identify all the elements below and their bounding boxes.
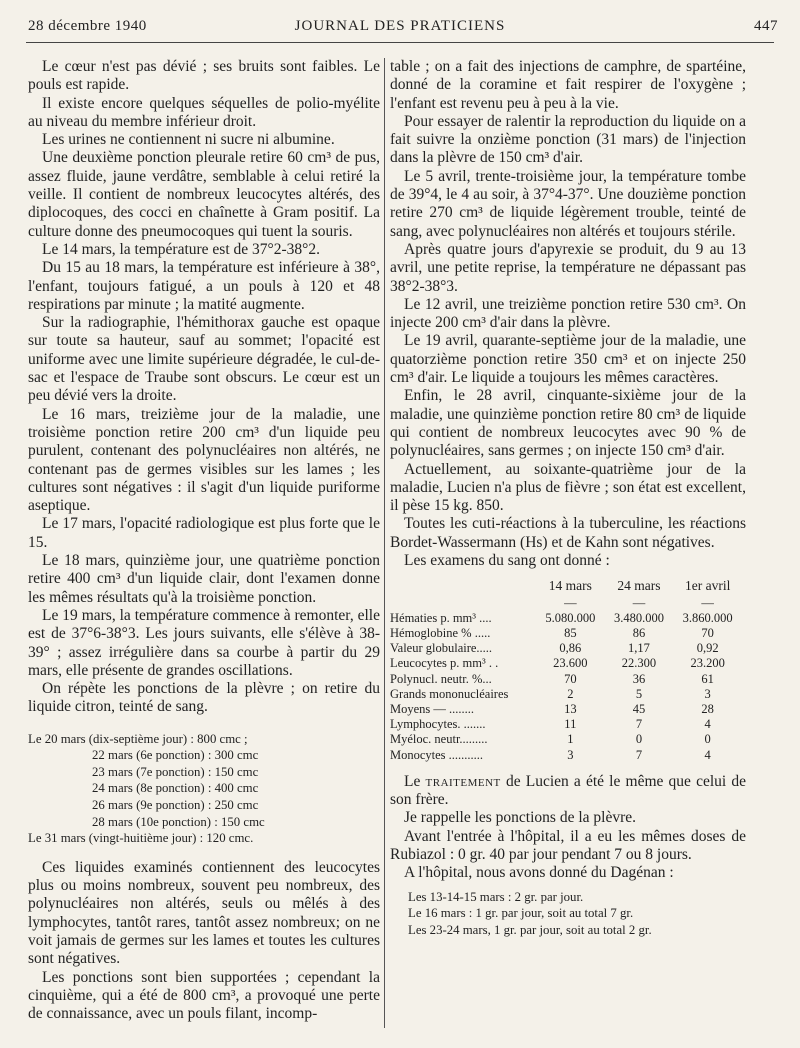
right-column xyxy=(390,58,746,939)
row-label: Hémoglobine % ..... xyxy=(390,625,491,640)
punction-entry: 24 mars (8e ponction) : 400 cmc xyxy=(92,781,259,796)
paragraph: Ces liquides examinés contiennent des leucocytes plus ou moins nombreux, souvent peu nombreux, des polynucléaires non altérés, seuls ou mêlés à des lymphocytes, tantôt rares, tantôt assez nombreux; on ne voit jamais de germes sur les lames et toutes les cultures sont négatives. xyxy=(28,858,380,968)
table-row xyxy=(390,732,742,747)
paragraph: Le 19 avril, quarante-septième jour de la maladie, une quatorzième ponction retire 350 cm³ et on injecte 250 cm³ d'air. Le liquide a toujours les mêmes caractères. xyxy=(390,332,746,387)
table-header-row xyxy=(390,574,742,595)
traitement-rest: de Lucien a été le même que celui de son frère. xyxy=(390,772,746,809)
table-cell: 5.080.000 xyxy=(545,610,596,625)
punction-entry: Le 31 mars (vingt-huitième jour) : 120 cmc. xyxy=(28,831,254,846)
punction-entry: Le 20 mars (dix-septième jour) : 800 cmc ; xyxy=(28,731,248,746)
table-row xyxy=(390,641,742,656)
table-cell: 11 xyxy=(564,717,577,732)
column-header: 24 mars xyxy=(617,578,661,594)
paragraph: Je rappelle les ponctions de la plèvre. xyxy=(404,809,636,827)
paragraph: Le 17 mars, l'opacité radiologique est plus forte que le 15. xyxy=(28,515,380,551)
table-cell: 3.860.000 xyxy=(682,610,733,625)
paragraph xyxy=(390,773,746,810)
left-column xyxy=(28,58,380,1024)
table-row xyxy=(390,687,742,702)
table-cell: 22.300 xyxy=(621,656,657,671)
row-label: Moyens — ........ xyxy=(390,701,475,716)
table-cell: 3.480.000 xyxy=(613,610,664,625)
blood-table-body xyxy=(390,596,742,763)
table-cell: 1,17 xyxy=(628,641,650,656)
table-cell: 2 xyxy=(567,686,574,701)
traitement-prefix: Le xyxy=(404,772,421,790)
dash: — xyxy=(701,595,714,610)
table-row xyxy=(390,672,742,687)
punction-entry: 23 mars (7e ponction) : 150 cmc xyxy=(92,764,259,779)
table-cell: 3 xyxy=(567,747,574,762)
page-number: 447 xyxy=(754,18,778,34)
paragraph: Le 5 avril, trente-troisième jour, la température tombe de 39°4, le 4 au soir, à 37°4-37°. Une douzième ponction retire 270 cm³ de liquide légèrement trouble, teinté de sang, avec polynucléaires non altérés et toujours stérile. xyxy=(390,167,746,240)
paragraph: Sur la radiographie, l'hémithorax gauche est opaque sur toute sa hauteur, sauf au sommet; l'opacité est uniforme avec une limite supérieure dégradée, le cul-de-sac et l'espace de Traube sont obscurs. Le cœur est un peu dévié vers la droite. xyxy=(28,314,380,405)
row-label: Leucocytes p. mm³ . . xyxy=(390,656,499,671)
table-cell: 0,92 xyxy=(696,641,719,656)
table-cell: 7 xyxy=(635,717,643,732)
row-label: Grands mononucléaires xyxy=(390,686,509,701)
journal-title: JOURNAL DES PRATICIENS xyxy=(294,18,506,34)
table-cell: 86 xyxy=(632,625,646,640)
table-row xyxy=(390,717,742,732)
table-cell: 0 xyxy=(635,732,643,747)
table-cell: 0 xyxy=(704,732,711,747)
table-cell: 70 xyxy=(564,671,577,686)
table-row xyxy=(390,702,742,717)
paragraph: Il existe encore quelques séquelles de polio-myélite au niveau du membre inférieur droit. xyxy=(28,94,380,130)
paragraph: On répète les ponctions de la plèvre ; on retire du liquide citron, teinté de sang. xyxy=(28,680,380,716)
column-header: 1er avril xyxy=(684,578,731,594)
blood-exam-table xyxy=(390,574,742,762)
table-cell: 23.600 xyxy=(553,656,588,671)
table-row xyxy=(390,626,742,641)
paragraph: Enfin, le 28 avril, cinquante-sixième jour de la maladie, une quinzième ponction retire 80 cm³ de liquide qui contient de nombreux leucocytes avec 90 % de polynucléaires, sans germes ; on injecte 150 cm³ d'air. xyxy=(390,387,746,460)
paragraph: Du 15 au 18 mars, la température est inférieure à 38°, l'enfant, toujours fatigué, a un pouls à 120 et 48 respirations par minute ; la matité augmente. xyxy=(28,259,380,313)
punction-list xyxy=(28,731,380,847)
punction-entry: 28 mars (10e ponction) : 150 cmc xyxy=(92,814,265,829)
header-date: 28 décembre 1940 xyxy=(28,18,147,34)
paragraph: Les ponctions sont bien supportées ; cependant la cinquième, qui a été de 800 cm³, a provoqué une perte de connaissance, avec un pouls filant, incomp- xyxy=(28,968,380,1023)
paragraph: Une deuxième ponction pleurale retire 60 cm³ de pus, assez fluide, jaune verdâtre, semblable à celui retiré la veille. Il contient de nombreux leucocytes altérés, des diplocoques, des cocci en chaînette à Gram positif. La culture donne des pneumocoques qui tuent la souris. xyxy=(28,149,380,240)
paragraph: Avant l'entrée à l'hôpital, il a eu les mêmes doses de Rubiazol : 0 gr. 40 par jour pendant 7 ou 8 jours. xyxy=(390,827,746,863)
punction-entry: 22 mars (6e ponction) : 300 cmc xyxy=(92,748,259,763)
row-label: Monocytes ........... xyxy=(390,747,484,762)
column-header: 14 mars xyxy=(548,578,592,594)
table-row xyxy=(390,656,742,671)
table-cell: 36 xyxy=(632,671,646,686)
punction-entry: 26 mars (9e ponction) : 250 cmc xyxy=(92,798,259,813)
table-cell: 70 xyxy=(701,625,714,640)
table-cell: 0,86 xyxy=(559,641,582,656)
table-cell: 1 xyxy=(567,732,574,747)
dosage-entry: Le 16 mars : 1 gr. par jour, soit au total 7 gr. xyxy=(408,906,634,921)
table-row xyxy=(390,611,742,626)
table-cell: 85 xyxy=(564,625,577,640)
paragraph: Le 19 mars, la température commence à remonter, elle est de 37°6-38°3. Les jours suivants, elle s'élève à 38-39° ; assez irrégulière dans sa courbe à partir du 29 mars, elle présente de grandes oscillations. xyxy=(28,606,380,679)
page-header xyxy=(22,18,778,42)
table-cell: 3 xyxy=(704,686,711,701)
paragraph: Actuellement, au soixante-quatrième jour de la maladie, Lucien n'a plus de fièvre ; son état est excellent, il pèse 15 kg. 850. xyxy=(390,460,746,515)
table-cell: 45 xyxy=(632,701,646,716)
dosage-entry: Les 13-14-15 mars : 2 gr. par jour. xyxy=(408,889,584,904)
dagenan-dosage-list xyxy=(390,889,746,939)
table-cell: 23.200 xyxy=(690,656,725,671)
row-label: Myéloc. neutr......... xyxy=(390,732,488,747)
row-label: Lymphocytes. ....... xyxy=(390,717,486,732)
paragraph: Le 12 avril, une treizième ponction retire 530 cm³. On injecte 200 cm³ d'air dans la plèvre. xyxy=(390,295,746,332)
dosage-entry: Les 23-24 mars, 1 gr. par jour, soit au total 2 gr. xyxy=(408,923,652,938)
table-cell: 4 xyxy=(704,717,711,732)
paragraph: Toutes les cuti-réactions à la tuberculine, les réactions Bordet-Wassermann (Hs) et de Kahn sont négatives. xyxy=(390,515,746,551)
paragraph: Le cœur n'est pas dévié ; ses bruits sont faibles. Le pouls est rapide. xyxy=(28,58,380,94)
header-dash-row xyxy=(390,596,742,611)
header-rule xyxy=(26,42,774,43)
paragraph: Pour essayer de ralentir la reproduction du liquide on a fait suivre la onzième ponction (31 mars) de l'injection dans la plèvre de 150 cm³ d'air. xyxy=(390,112,746,167)
paragraph: Les urines ne contiennent ni sucre ni albumine. xyxy=(42,131,335,149)
row-label: Hématies p. mm³ .... xyxy=(390,610,492,625)
table-cell: 4 xyxy=(704,747,711,762)
dash: — xyxy=(564,595,577,610)
table-cell: 61 xyxy=(701,671,714,686)
row-label: Polynucl. neutr. %... xyxy=(390,671,492,686)
row-label: Valeur globulaire..... xyxy=(390,641,493,656)
paragraph: Les examens du sang ont donné : xyxy=(404,552,610,570)
paragraph: A l'hôpital, nous avons donné du Dagénan : xyxy=(404,864,674,882)
table-cell: 5 xyxy=(635,686,643,701)
table-row xyxy=(390,748,742,763)
traitement-keyword: traitement xyxy=(425,772,501,790)
table-cell: 7 xyxy=(635,747,643,762)
paragraph: Le 14 mars, la température est de 37°2-38°2. xyxy=(42,240,320,258)
table-cell: 28 xyxy=(701,701,714,716)
paragraph: Le 18 mars, quinzième jour, une quatrième ponction retire 400 cm³ d'un liquide clair, dont l'examen donne les mêmes résultats qu'à la troisième ponction. xyxy=(28,552,380,606)
paragraph: Après quatre jours d'apyrexie se produit, du 9 au 13 avril, une petite reprise, la température ne dépassant pas 38°2-38°3. xyxy=(390,240,746,295)
table-cell: 13 xyxy=(564,701,577,716)
dash: — xyxy=(632,595,646,610)
column-divider xyxy=(384,58,385,1028)
paragraph: Le 16 mars, treizième jour de la maladie, une troisième ponction retire 200 cm³ d'un liquide peu purulent, contenant des polynucléaires non altérés, ne contenant pas de germes visibles sur les lames ; les cultures sont négatives : il s'agit d'un liquide puriforme aseptique. xyxy=(28,405,380,515)
paragraph: table ; on a fait des injections de camphre, de spartéine, donné de la coramine et fait respirer de l'oxygène ; l'enfant est revenu peu à peu à la vie. xyxy=(390,58,746,112)
